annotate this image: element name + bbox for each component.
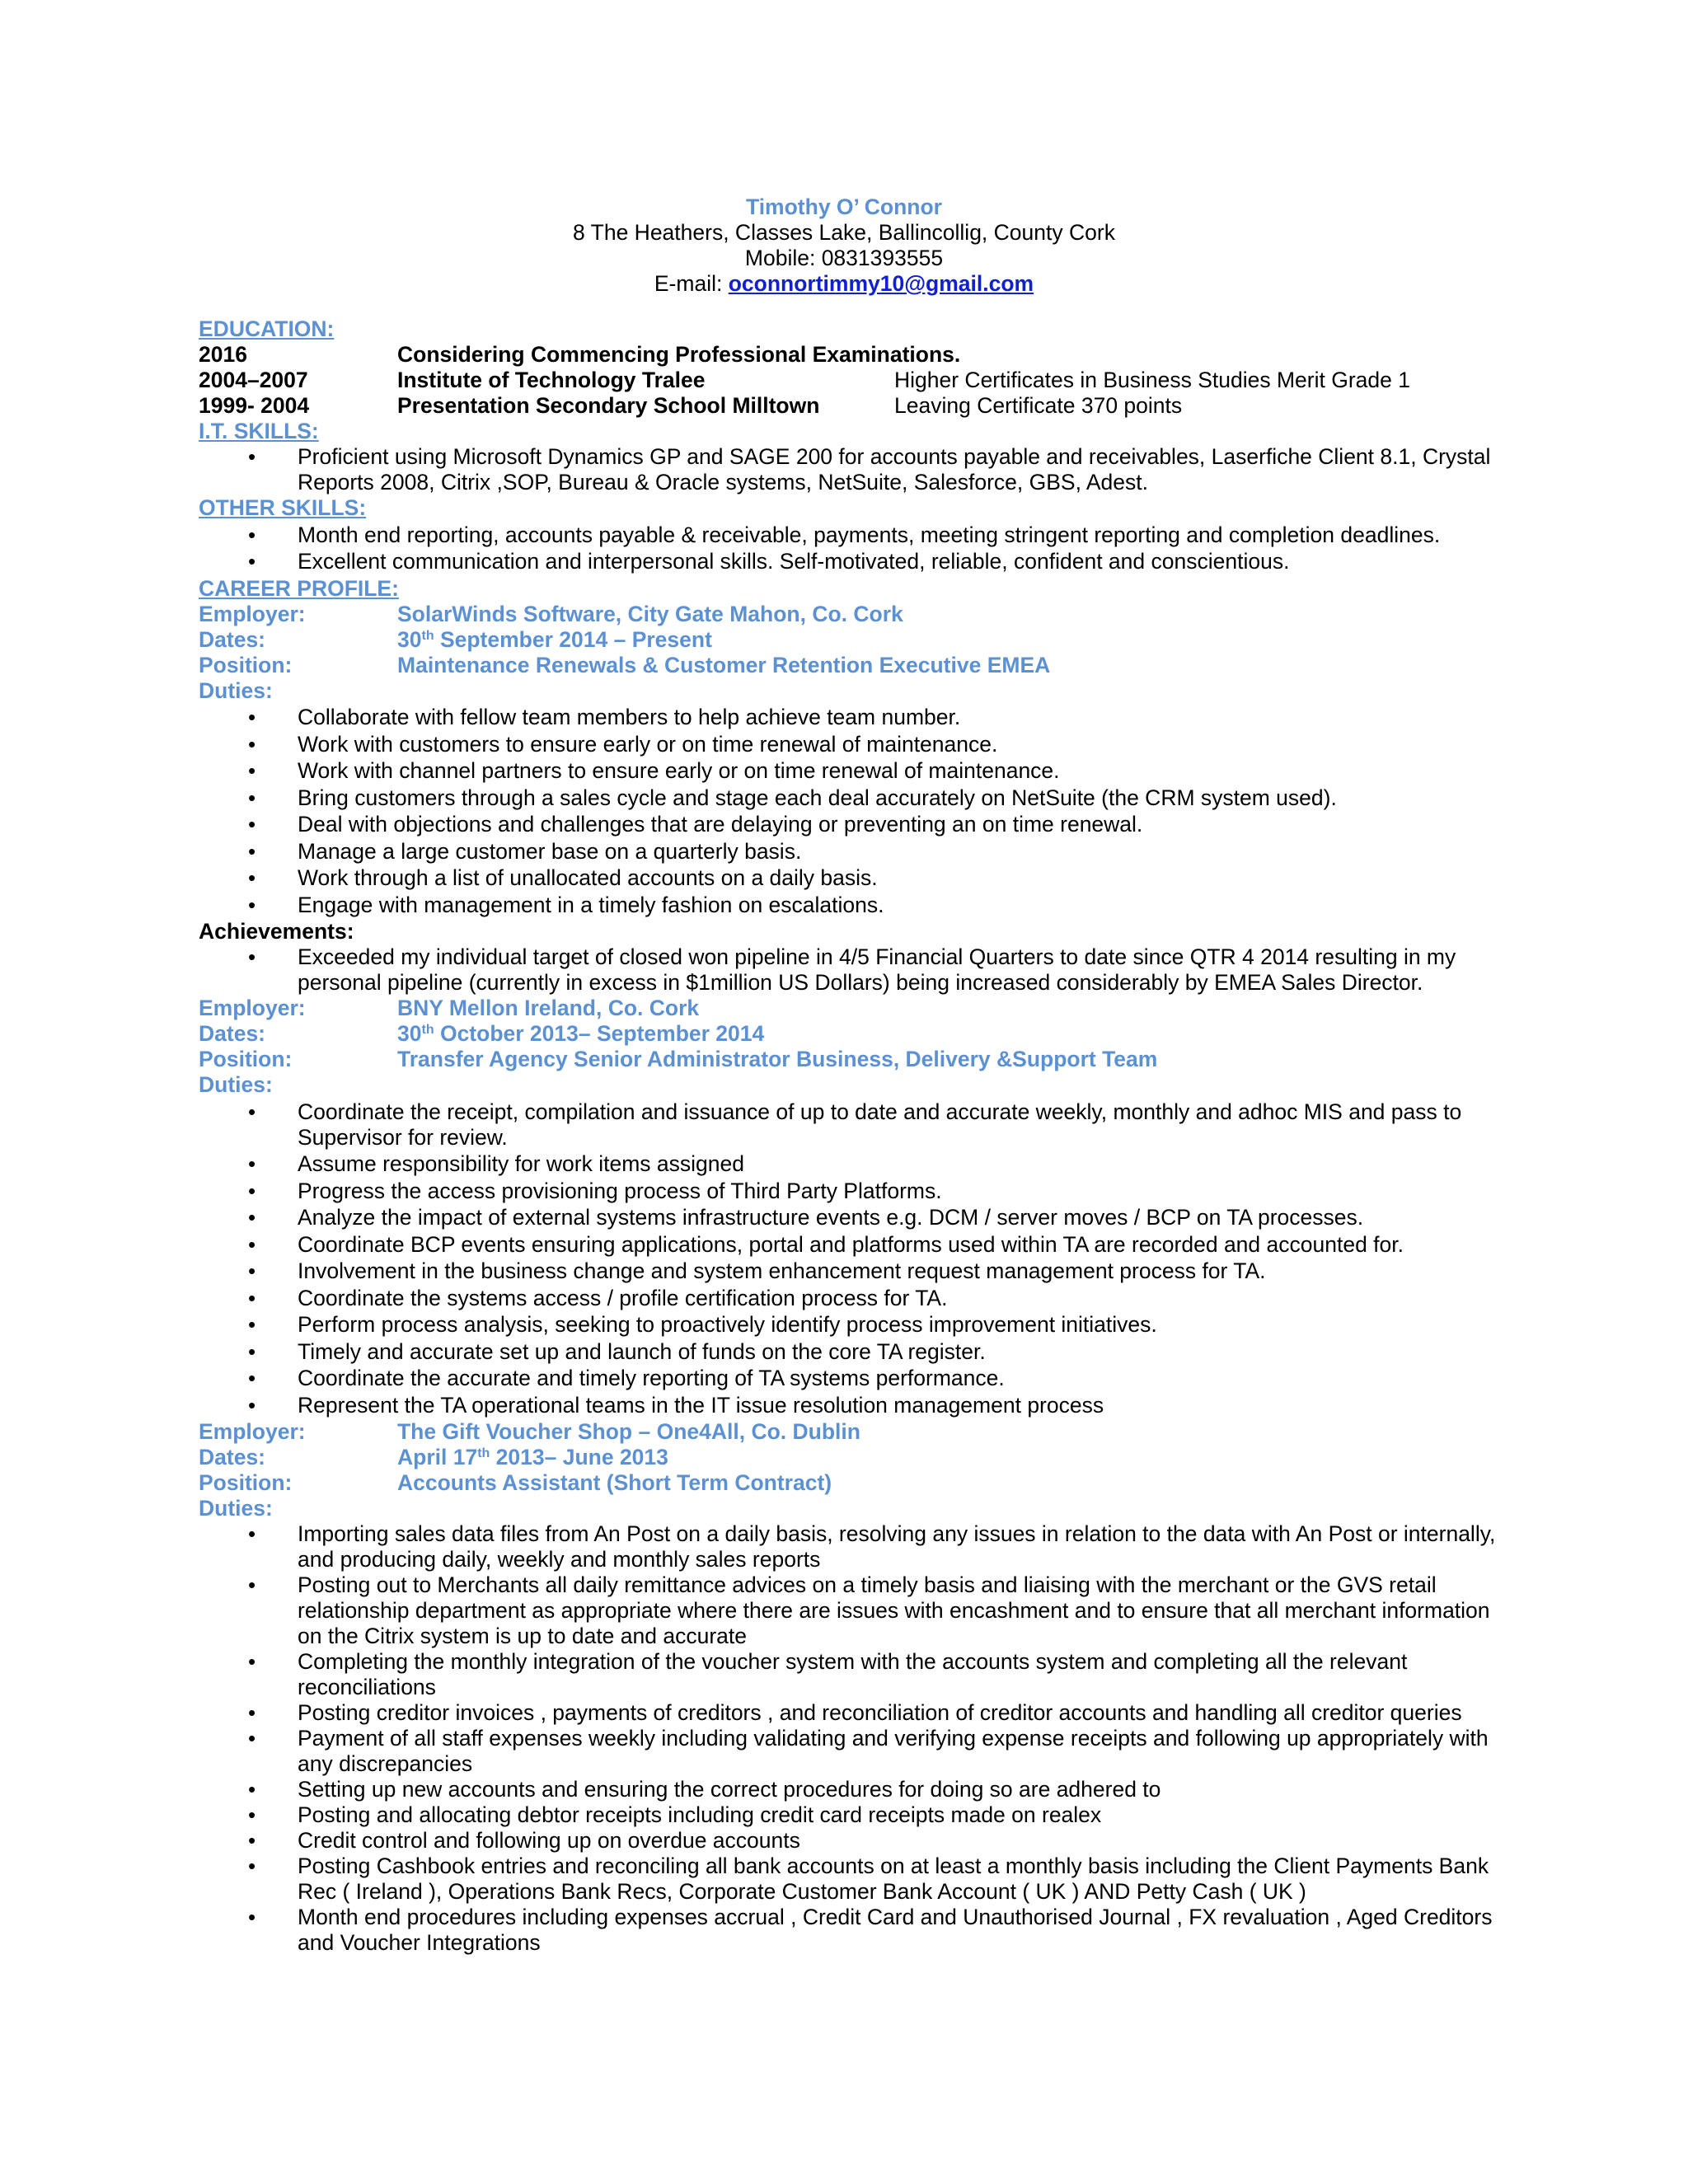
list-item: • Posting creditor invoices , payments of creditors , and reconciliation of creditor accounts and handling all creditor queries — [199, 1700, 1501, 1726]
list-item: • Coordinate the receipt, compilation and issuance of up to date and accurate weekly, monthly and adhoc MIS and pass to Supervisor for review. — [199, 1099, 1501, 1151]
dates-text: 30 — [397, 1021, 422, 1046]
resume-page — [199, 194, 1501, 1956]
duties-label: Duties: — [199, 1496, 273, 1521]
career-profile-title: CAREER PROFILE: — [199, 575, 399, 601]
position-row — [199, 1470, 1501, 1496]
employer-row — [199, 996, 1501, 1021]
dates-label: Dates: — [199, 1021, 266, 1046]
list-item: • Posting out to Merchants all daily remittance advices on a timely basis and liaising with the merchant or the GVS retail relationship department as appropriate where there are issues with encashment and to ensure that all merchant information on the Citrix system is up to date and accurate — [199, 1572, 1501, 1649]
candidate-name: Timothy O’ Connor — [745, 194, 942, 219]
dates-text: September 2014 – Present — [434, 626, 712, 652]
education-qualification: Leaving Certificate 370 points — [894, 393, 1183, 418]
position-value: Maintenance Renewals & Customer Retention Executive EMEA — [397, 652, 1051, 677]
employer-row — [199, 1419, 1501, 1445]
dates-row — [199, 1445, 1501, 1470]
list-item: • Completing the monthly integration of the voucher system with the accounts system and completing all the relevant reconciliations — [199, 1649, 1501, 1700]
list-item: • Coordinate the accurate and timely reporting of TA systems performance. — [199, 1366, 1501, 1391]
duties-label: Duties: — [199, 677, 273, 703]
employer-value: The Gift Voucher Shop – One4All, Co. Dublin — [397, 1419, 860, 1444]
position-label: Position: — [199, 652, 293, 677]
email-line — [199, 271, 1489, 297]
education-qualification: Higher Certificates in Business Studies Merit Grade 1 — [894, 368, 1410, 392]
dates-label: Dates: — [199, 626, 266, 652]
list-item: • Bring customers through a sales cycle and stage each deal accurately on NetSuite (the CRM system used). — [199, 785, 1501, 811]
list-item: • Engage with management in a timely fashion on escalations. — [199, 893, 1501, 918]
list-item: • Analyze the impact of external systems infrastructure events e.g. DCM / server moves / BCP on TA processes. — [199, 1205, 1501, 1230]
list-item: • Setting up new accounts and ensuring the correct procedures for doing so are adhered to — [199, 1777, 1501, 1802]
list-item: • Work with channel partners to ensure early or on time renewal of maintenance. — [199, 758, 1501, 784]
list-item: • Timely and accurate set up and launch of funds on the core TA register. — [199, 1339, 1501, 1365]
dates-ordinal: th — [477, 1446, 490, 1460]
position-row — [199, 1047, 1501, 1072]
list-item: • Represent the TA operational teams in the IT issue resolution management process — [199, 1393, 1501, 1418]
list-item: • Posting and allocating debtor receipts including credit card receipts made on realex — [199, 1802, 1501, 1828]
list-item: • Excellent communication and interpersonal skills. Self-motivated, reliable, confident and conscientious. — [199, 549, 1501, 574]
education-institution: Institute of Technology Tralee — [397, 368, 706, 392]
dates-text: October 2013– September 2014 — [434, 1021, 765, 1046]
list-item: • Proficient using Microsoft Dynamics GP and SAGE 200 for accounts payable and receivables, Laserfiche Client 8.1, Crystal Reports 2008, Citrix ,SOP, Bureau & Oracle systems, NetSuite, Salesforce, GBS, Adest. — [199, 444, 1501, 495]
position-label: Position: — [199, 1470, 293, 1495]
position-value: Transfer Agency Senior Administrator Business, Delivery &Support Team — [397, 1047, 1158, 1071]
education-title: EDUCATION: — [199, 316, 335, 341]
list-item: • Work through a list of unallocated accounts on a daily basis. — [199, 865, 1501, 891]
it-skills-title: I.T. SKILLS: — [199, 419, 319, 443]
list-item: • Exceeded my individual target of closed won pipeline in 4/5 Financial Quarters to date since QTR 4 2014 resulting in my personal pipeline (currently in excess in $1million US Dollars) being increased considerably by EMEA Sales Director. — [199, 944, 1501, 996]
duties-label: Duties: — [199, 1072, 273, 1097]
it-skills-list — [199, 444, 1501, 495]
achievements-label: Achievements: — [199, 919, 354, 944]
list-item: • Work with customers to ensure early or on time renewal of maintenance. — [199, 732, 1501, 757]
list-item: • Involvement in the business change and system enhancement request management process for TA. — [199, 1258, 1501, 1284]
education-institution: Considering Commencing Professional Examinations. — [397, 342, 961, 367]
email-link[interactable]: oconnortimmy10@gmail.com — [728, 271, 1034, 296]
list-item: • Manage a large customer base on a quarterly basis. — [199, 839, 1501, 865]
education-year: 1999- 2004 — [199, 393, 310, 418]
dates-text: April 17 — [397, 1445, 478, 1469]
contact-header — [199, 194, 1489, 297]
mobile: Mobile: 0831393555 — [744, 246, 944, 270]
list-item: • Coordinate the systems access / profile certification process for TA. — [199, 1286, 1501, 1311]
dates-row — [199, 1021, 1501, 1047]
education-institution: Presentation Secondary School Milltown — [397, 393, 820, 418]
employer-value: BNY Mellon Ireland, Co. Cork — [397, 996, 700, 1020]
duties-list — [199, 1521, 1501, 1956]
dates-value — [397, 1445, 668, 1470]
education-row — [199, 368, 1501, 393]
dates-text: 30 — [397, 626, 422, 652]
list-item: • Month end procedures including expenses accrual , Credit Card and Unauthorised Journal , FX revaluation , Aged Creditors and Voucher Integrations — [199, 1905, 1501, 1956]
education-row — [199, 342, 1501, 368]
list-item: • Payment of all staff expenses weekly including validating and verifying expense receipts and following up appropriately with any discrepancies — [199, 1726, 1501, 1777]
employer-row — [199, 602, 1501, 627]
dates-text: 2013– June 2013 — [490, 1445, 668, 1469]
dates-value — [397, 627, 712, 653]
dates-value — [397, 1021, 764, 1047]
list-item: • Coordinate BCP events ensuring applications, portal and platforms used within TA are recorded and accounted for. — [199, 1232, 1501, 1258]
dates-ordinal: th — [421, 1023, 434, 1037]
email-label: E-mail: — [654, 271, 729, 296]
education-year: 2016 — [199, 342, 247, 367]
address: 8 The Heathers, Classes Lake, Ballincollig, County Cork — [573, 220, 1115, 245]
dates-row — [199, 627, 1501, 653]
employer-label: Employer: — [199, 996, 306, 1020]
employer-label: Employer: — [199, 1419, 306, 1444]
list-item: • Credit control and following up on overdue accounts — [199, 1828, 1501, 1854]
employer-label: Employer: — [199, 601, 306, 626]
duties-list — [199, 1099, 1501, 1418]
position-value: Accounts Assistant (Short Term Contract) — [397, 1470, 832, 1495]
education-row — [199, 393, 1501, 419]
list-item: • Assume responsibility for work items assigned — [199, 1151, 1501, 1177]
list-item: • Month end reporting, accounts payable & receivable, payments, meeting stringent reporting and completion deadlines. — [199, 523, 1501, 548]
list-item: • Importing sales data files from An Post on a daily basis, resolving any issues in relation to the data with An Post or internally, and producing daily, weekly and monthly sales reports — [199, 1521, 1501, 1572]
other-skills-title: OTHER SKILLS: — [199, 495, 367, 520]
employer-value: SolarWinds Software, City Gate Mahon, Co. Cork — [397, 601, 903, 626]
position-row — [199, 653, 1501, 678]
other-skills-list — [199, 523, 1501, 575]
position-label: Position: — [199, 1047, 293, 1071]
dates-ordinal: th — [421, 628, 434, 643]
list-item: • Posting Cashbook entries and reconciling all bank accounts on at least a monthly basis including the Client Payments Bank Rec ( Ireland ), Operations Bank Recs, Corporate Customer Bank Account ( UK ) AND Petty Cash ( UK ) — [199, 1854, 1501, 1905]
dates-label: Dates: — [199, 1445, 266, 1469]
duties-list — [199, 705, 1501, 918]
list-item: • Perform process analysis, seeking to proactively identify process improvement initiatives. — [199, 1312, 1501, 1338]
education-year: 2004–2007 — [199, 368, 308, 392]
list-item: • Progress the access provisioning process of Third Party Platforms. — [199, 1179, 1501, 1204]
list-item: • Deal with objections and challenges that are delaying or preventing an on time renewal. — [199, 812, 1501, 837]
list-item: • Collaborate with fellow team members to help achieve team number. — [199, 705, 1501, 730]
achievements-list — [199, 944, 1501, 996]
